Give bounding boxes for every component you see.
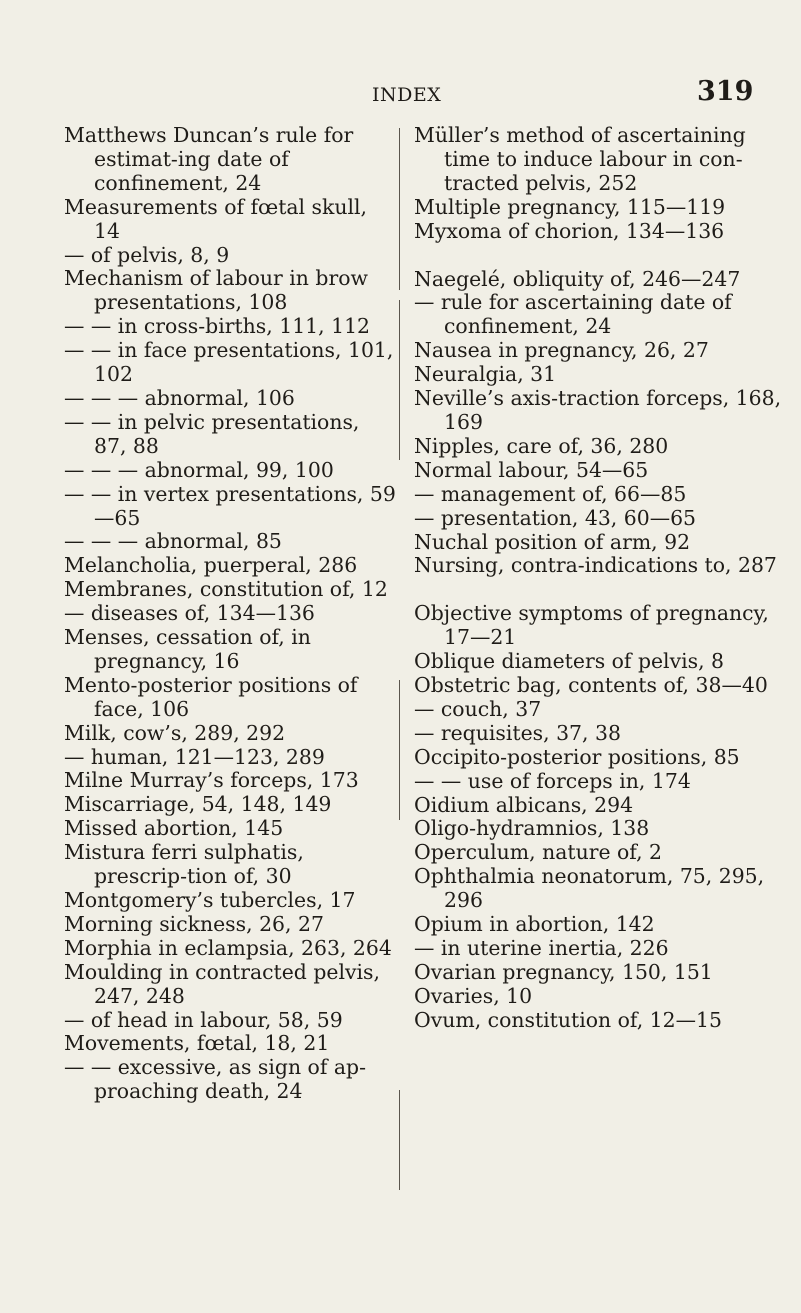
index-entry: — rule for ascertaining date of confinement, 24	[414, 290, 732, 339]
index-entry: Ovarian pregnancy, 150, 151	[414, 959, 713, 984]
index-entry: Morning sickness, 26, 27	[64, 911, 324, 936]
index-entry: Occipito-posterior positions, 85	[414, 744, 740, 769]
running-head	[0, 76, 801, 116]
index-entry: Nuchal position of arm, 92	[414, 529, 691, 554]
index-entry: Movements, fœtal, 18, 21	[64, 1031, 330, 1056]
index-entry: — — in pelvic presentations, 87, 88	[64, 409, 360, 458]
index-entry: — requisites, 37, 38	[414, 720, 621, 745]
index-entry: Nursing, contra-indications to, 287	[414, 553, 777, 578]
index-entry: Menses, cessation of, in pregnancy, 16	[64, 625, 311, 673]
index-entry: Mento-posterior positions of face, 106	[64, 672, 358, 721]
index-entry: Neuralgia, 31	[414, 362, 557, 387]
index-entry: Milne Murray’s forceps, 173	[64, 768, 359, 793]
index-entry: Oligo-hydramnios, 138	[414, 816, 650, 841]
index-entry: Myxoma of chorion, 134—136	[414, 218, 725, 243]
index-entry: — management of, 66—85	[414, 481, 687, 506]
index-column-left	[64, 124, 396, 1104]
index-entry: Müller’s method of ascertaining time to induce labour in con-tracted pelvis, 252	[414, 123, 746, 195]
index-entry: — — — abnormal, 85	[64, 529, 282, 554]
index-entry: — of pelvis, 8, 9	[64, 242, 230, 267]
index-entry: Normal labour, 54—65	[414, 457, 649, 482]
index-entry: Nipples, care of, 36, 280	[414, 433, 669, 458]
index-entry: Mistura ferri sulphatis, prescrip-tion of, 30	[64, 840, 304, 889]
index-entry: Measurements of fœtal skull, 14	[64, 194, 368, 243]
index-entry: Melancholia, puerperal, 286	[64, 553, 358, 578]
index-entry: Mechanism of labour in brow presentations, 108	[64, 266, 368, 315]
index-entry: Milk, cow’s, 289, 292	[64, 720, 286, 745]
index-entry: — presentation, 43, 60—65	[414, 505, 697, 530]
index-entry: Matthews Duncan’s rule for estimat-ing date of confinement, 24	[64, 123, 354, 195]
index-entry: Missed abortion, 145	[64, 816, 284, 841]
page-number: 319	[697, 76, 754, 107]
index-entry: Montgomery’s tubercles, 17	[64, 888, 356, 912]
column-divider	[399, 1090, 400, 1190]
index-entry: Naegelé, obliquity of, 246—247	[414, 266, 741, 291]
index-entry: — — — abnormal, 99, 100	[64, 457, 334, 482]
index-entry: Opium in abortion, 142	[414, 912, 655, 937]
index-entry: Neville’s axis-traction forceps, 168, 169	[414, 386, 782, 434]
index-entry: — human, 121—123, 289	[64, 744, 325, 769]
index-column-right	[414, 124, 792, 1033]
index-entry: Moulding in contracted pelvis, 247, 248	[64, 959, 380, 1008]
index-entry: Morphia in eclampsia, 263, 264	[64, 935, 392, 960]
index-entry: — of head in labour, 58, 59	[64, 1007, 343, 1032]
index-entry: — — in face presentations, 101, 102	[64, 338, 394, 387]
index-entry: Membranes, constitution of, 12	[64, 577, 388, 602]
index-entry: Oblique diameters of pelvis, 8	[414, 649, 725, 674]
index-entry: — couch, 37	[414, 696, 542, 721]
index-entry: Objective symptoms of pregnancy, 17—21	[414, 601, 769, 650]
index-entry: Obstetric bag, contents of, 38—40	[414, 673, 768, 698]
index-entry: — — excessive, as sign of ap-proaching death, 24	[64, 1055, 366, 1104]
column-divider	[399, 300, 400, 460]
column-divider	[399, 128, 400, 290]
column-divider	[399, 680, 400, 820]
index-entry: — diseases of, 134—136	[64, 601, 315, 626]
index-entry: Nausea in pregnancy, 26, 27	[414, 338, 709, 363]
index-entry: Ovaries, 10	[414, 983, 533, 1008]
index-entry: — — in vertex presentations, 59—65	[64, 481, 396, 530]
page-title: INDEX	[372, 84, 442, 106]
index-entry: — — — abnormal, 106	[64, 385, 295, 410]
index-entry: — in uterine inertia, 226	[414, 936, 669, 960]
index-entry: Multiple pregnancy, 115—119	[414, 194, 726, 219]
index-entry: Oidium albicans, 294	[414, 792, 634, 817]
letter-group-gap	[414, 578, 792, 602]
index-entry: Ophthalmia neonatorum, 75, 295, 296	[414, 864, 765, 913]
index-entry: Ovum, constitution of, 12—15	[414, 1007, 722, 1032]
index-entry: — — in cross-births, 111, 112	[64, 314, 371, 339]
index-entry: — — use of forceps in, 174	[414, 768, 691, 793]
index-entry: Miscarriage, 54, 148, 149	[64, 792, 332, 817]
index-entry: Operculum, nature of, 2	[414, 840, 663, 865]
letter-group-gap	[414, 244, 792, 268]
